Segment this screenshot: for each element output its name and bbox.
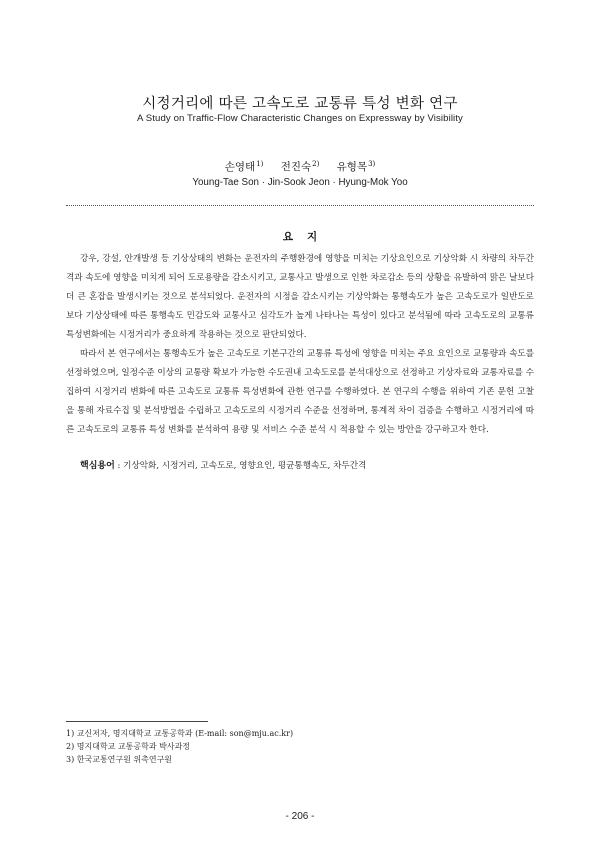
paper-title-english: A Study on Traffic-Flow Characteristic Changes on Expressway by Visibility	[137, 113, 463, 124]
author-3	[337, 161, 376, 173]
footnote-rule	[66, 721, 208, 722]
keywords-label: 핵심용어	[80, 461, 115, 471]
page-number: - 206 -	[285, 811, 315, 822]
abstract-paragraph: 강우, 강설, 안개발생 등 기상상태의 변화는 운전자의 주행환경에 영향을 미치는 기상요인으로 기상악화 시 차량의 차두간격과 속도에 영향을 미치게 되어 도로용량을 감소시키고, 교통사고 발생으로 인한 차로감소 등의 상황을 유발하여 맑은 날보다 더 큰 혼잡을 발생시키는 것으로 분석되었다. 운전자의 시정을 감소시키는 기상악화는 통행속도가 높은 고속도로가 일반도로 보다 기상상태에 따른 통행속도 민감도와 교통사고 심각도가 높게 나타나는 특성이 있다고 분석됨에 따라 고속도로의 교통류 특성변화에는 시정거리가 중요하게 작용하는 것으로 판단되었다.	[66, 254, 534, 340]
section-divider	[66, 205, 534, 206]
author-name: 전진숙	[280, 161, 312, 173]
footnote-3: 3) 한국교통연구원 위촉연구원	[66, 755, 173, 764]
keywords-list: 기상악화, 시정거리, 고속도로, 영향요인, 평균통행속도, 차두간격	[123, 461, 367, 471]
author-affiliation-marker: 2)	[312, 160, 320, 168]
author-name: 유형목	[336, 161, 368, 173]
paper-title-korean: 시정거리에 따른 고속도로 교통류 특성 변화 연구	[142, 96, 458, 112]
author-1	[225, 161, 264, 173]
authors-english: Young-Tae Son · Jin-Sook Jeon · Hyung-Mok Yoo	[192, 177, 408, 188]
author-2	[281, 161, 320, 173]
footnote-2: 2) 명지대학교 교통공학과 박사과정	[66, 742, 191, 751]
author-affiliation-marker: 1)	[256, 160, 264, 168]
keywords-separator: :	[114, 461, 124, 471]
abstract-body	[66, 250, 534, 440]
abstract-heading: 요지	[282, 231, 332, 243]
author-name: 손영태	[224, 161, 256, 173]
keywords	[80, 458, 534, 474]
footnotes	[66, 727, 534, 766]
footnote-1: 1) 교신저자, 명지대학교 교통공학과 (E-mail: son@mju.ac.kr)	[66, 729, 294, 738]
authors-korean	[0, 159, 600, 174]
author-affiliation-marker: 3)	[368, 160, 376, 168]
abstract-paragraph: 따라서 본 연구에서는 통행속도가 높은 고속도로 기본구간의 교통류 특성에 영향을 미치는 주요 요인으로 교통량과 속도를 선정하였으며, 일정수준 이상의 교통량 확보가 가능한 수도권내 고속도로를 분석대상으로 선정하고 기상자료와 교통자료를 수집하여 시정거리 변화에 따른 고속도로 교통류 특성변화에 관한 연구를 수행하였다. 본 연구의 수행을 위하여 기존 문헌 고찰을 통해 자료수집 및 분석방법을 수립하고 고속도로의 시정거리 수준을 선정하며, 통계적 차이 검증을 수행하고 시정거리에 따른 고속도로의 교통류 특성 변화를 분석하여 용량 및 서비스 수준 분석 시 적용할 수 있는 방안을 강구하고자 한다.	[66, 349, 534, 435]
